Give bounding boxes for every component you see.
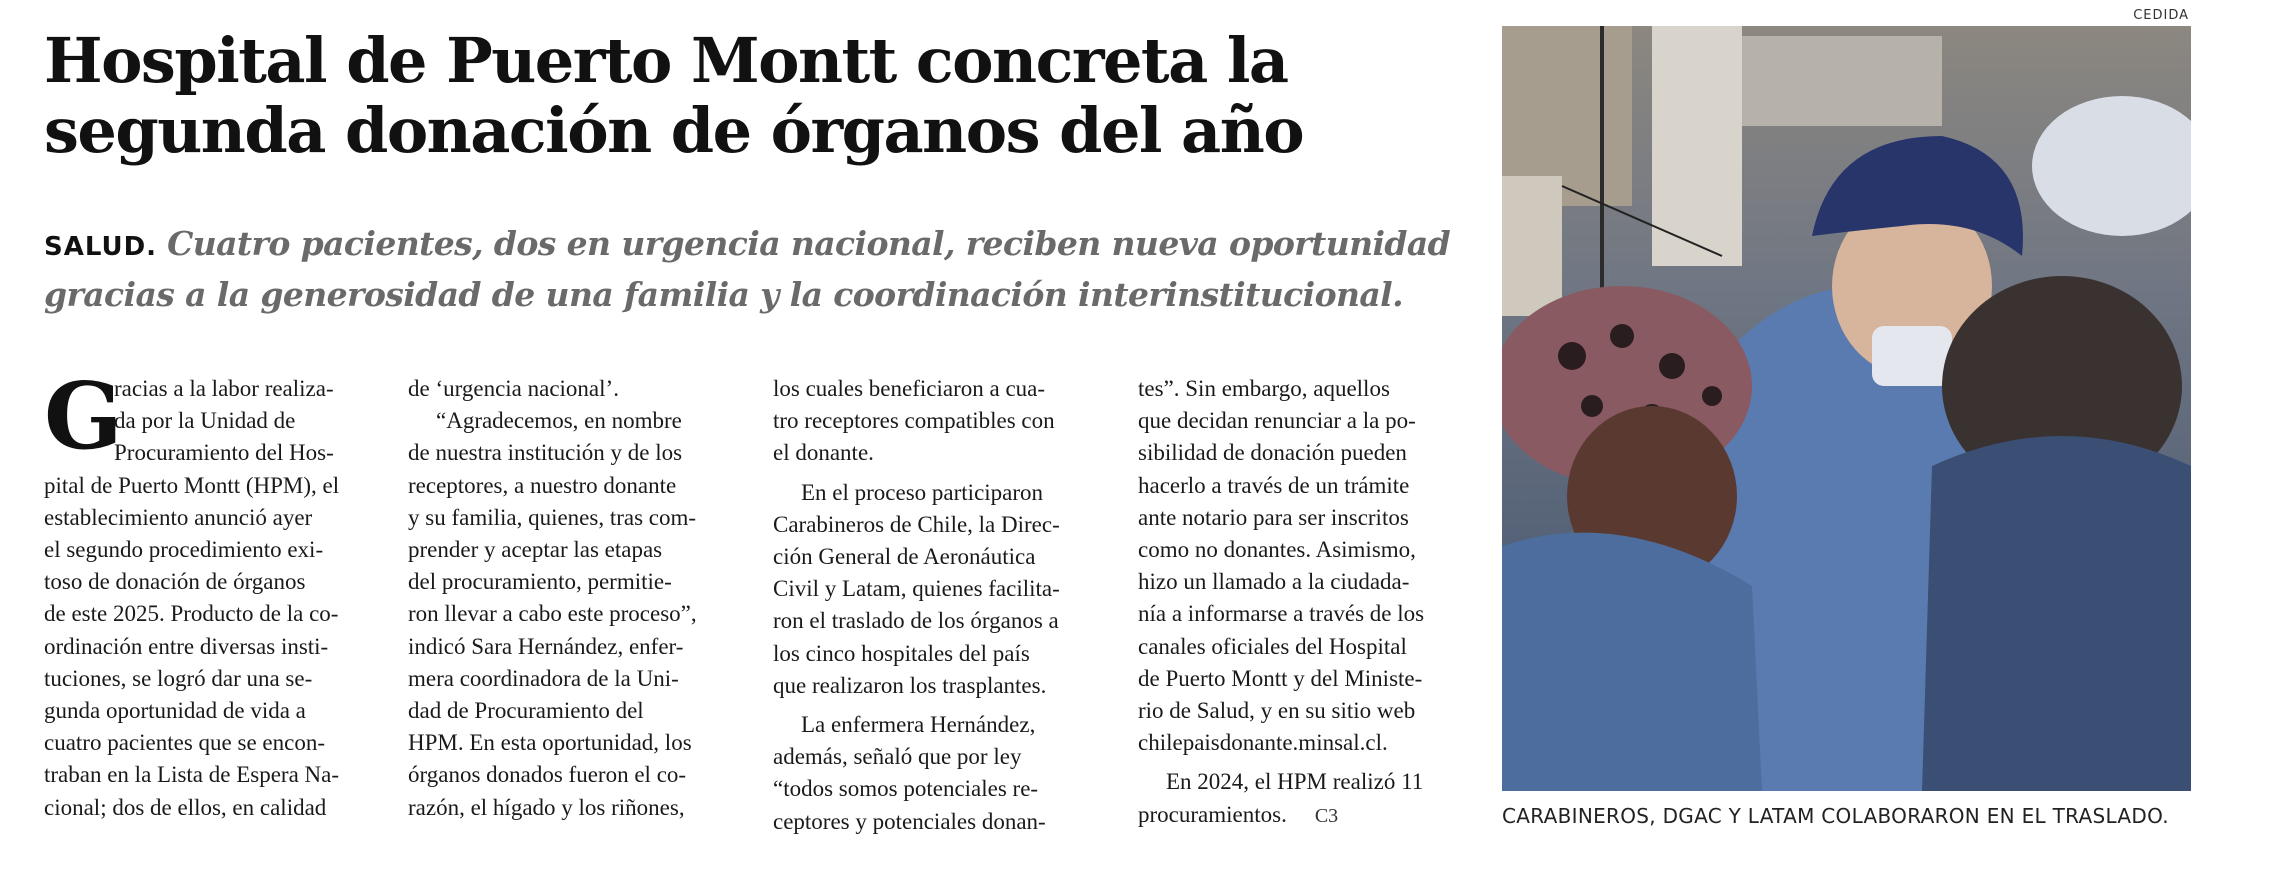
body-line: de este 2025. Producto de la co-	[44, 601, 339, 627]
body-line: prender y aceptar las etapas	[408, 537, 663, 563]
body-line: receptores, a nuestro donante	[408, 472, 677, 498]
deck-line-1: Cuatro pacientes, dos en urgencia nacional, reciben nueva oportunidad	[167, 224, 1451, 263]
body-line: como no donantes. Asimismo,	[1138, 537, 1416, 563]
body-line: “todos somos potenciales re-	[773, 776, 1039, 802]
body-line: ordinación entre diversas insti-	[44, 633, 329, 659]
body-line: además, señaló que por ley	[773, 744, 1022, 770]
body-line: hacerlo a través de un trámite	[1138, 472, 1410, 498]
body-line: Carabineros de Chile, la Direc-	[773, 511, 1060, 537]
body-line: del procuramiento, permitie-	[408, 569, 672, 595]
headline-line-1: Hospital de Puerto Montt concreta la	[44, 24, 1288, 97]
body-line: En el proceso participaron	[801, 479, 1044, 505]
body-line: tro receptores compatibles con	[773, 408, 1055, 434]
body-line-last	[1138, 799, 1468, 832]
body-line: rio de Salud, y en su sitio web	[1138, 698, 1416, 724]
body-line: HPM. En esta oportunidad, los	[408, 730, 692, 756]
body-line: racias a la labor realiza-	[114, 376, 334, 401]
body-line: de ‘urgencia nacional’.	[408, 376, 619, 401]
body-line: pital de Puerto Montt (HPM), el	[44, 472, 340, 498]
body-line: tuciones, se logró dar una se-	[44, 665, 313, 691]
body-column-2	[408, 373, 738, 824]
body-line: ron el traslado de los órganos a	[773, 608, 1059, 634]
body-line: chilepaisdonante.minsal.cl.	[1138, 730, 1388, 756]
photo-caption: CARABINEROS, DGAC Y LATAM COLABORARON EN EL TRASLADO.	[1502, 804, 2169, 828]
body-line: mera coordinadora de la Uni-	[408, 665, 679, 691]
body-line: los cinco hospitales del país	[773, 640, 1030, 666]
body-column-3	[773, 373, 1103, 838]
body-line: “Agradecemos, en nombre	[436, 408, 682, 434]
body-line: establecimiento anunció ayer	[44, 504, 313, 530]
body-line: La enfermera Hernández,	[801, 712, 1036, 738]
body-line: ron llevar a cabo este proceso”,	[408, 601, 697, 627]
body-column-1	[44, 362, 374, 824]
deck	[44, 220, 1464, 319]
body-line: que realizaron los trasplantes.	[773, 672, 1047, 698]
headline-line-2: segunda donación de órganos del año	[44, 94, 1304, 167]
body-line: los cuales beneficiaron a cua-	[773, 376, 1046, 401]
headline	[44, 26, 1464, 166]
surgery-photo-illustration	[1502, 26, 2191, 791]
photo-credit: CEDIDA	[2133, 8, 2189, 23]
body-line: sibilidad de donación pueden	[1138, 440, 1407, 466]
body-line: hizo un llamado a la ciudada-	[1138, 569, 1410, 595]
drop-cap: G	[44, 362, 123, 470]
body-line: que decidan renunciar a la po-	[1138, 408, 1416, 434]
body-line: toso de donación de órganos	[44, 569, 306, 595]
body-line: Civil y Latam, quienes facilita-	[773, 576, 1060, 602]
surgery-photo	[1502, 26, 2191, 791]
body-column-4	[1138, 373, 1468, 832]
body-line: razón, el hígado y los riñones,	[408, 794, 685, 820]
body-line: traban en la Lista de Espera Na-	[44, 762, 340, 788]
deck-line-2: gracias a la generosidad de una familia y la coordinación interinstitucional.	[44, 275, 1403, 314]
body-line: ción General de Aeronáutica	[773, 544, 1036, 570]
body-line: de nuestra institución y de los	[408, 440, 683, 466]
body-line: Procuramiento del Hos-	[114, 440, 334, 466]
body-line: cional; dos de ellos, en calidad	[44, 794, 327, 820]
body-line: de Puerto Montt y del Ministe-	[1138, 665, 1423, 691]
body-line: dad de Procuramiento del	[408, 698, 644, 724]
body-line: cuatro pacientes que se encon-	[44, 730, 325, 756]
body-line: da por la Unidad de	[114, 408, 296, 434]
body-line: el donante.	[773, 440, 874, 466]
body-line: órganos donados fueron el co-	[408, 762, 687, 788]
section-label: SALUD.	[44, 232, 158, 262]
body-line: tes”. Sin embargo, aquellos	[1138, 376, 1390, 401]
body-line: y su familia, quienes, tras com-	[408, 504, 697, 530]
body-line: ante notario para ser inscritos	[1138, 504, 1409, 530]
body-line: nía a informarse a través de los	[1138, 601, 1425, 627]
body-line: En 2024, el HPM realizó 11	[1166, 769, 1424, 795]
body-line: canales oficiales del Hospital	[1138, 633, 1407, 659]
body-line: indicó Sara Hernández, enfer-	[408, 633, 684, 659]
end-mark: C3	[1314, 804, 1339, 827]
body-line: el segundo procedimiento exi-	[44, 537, 324, 563]
body-line: ceptores y potenciales donan-	[773, 808, 1046, 834]
body-line: gunda oportunidad de vida a	[44, 698, 306, 724]
last-line-text: procuramientos.	[1138, 801, 1287, 827]
